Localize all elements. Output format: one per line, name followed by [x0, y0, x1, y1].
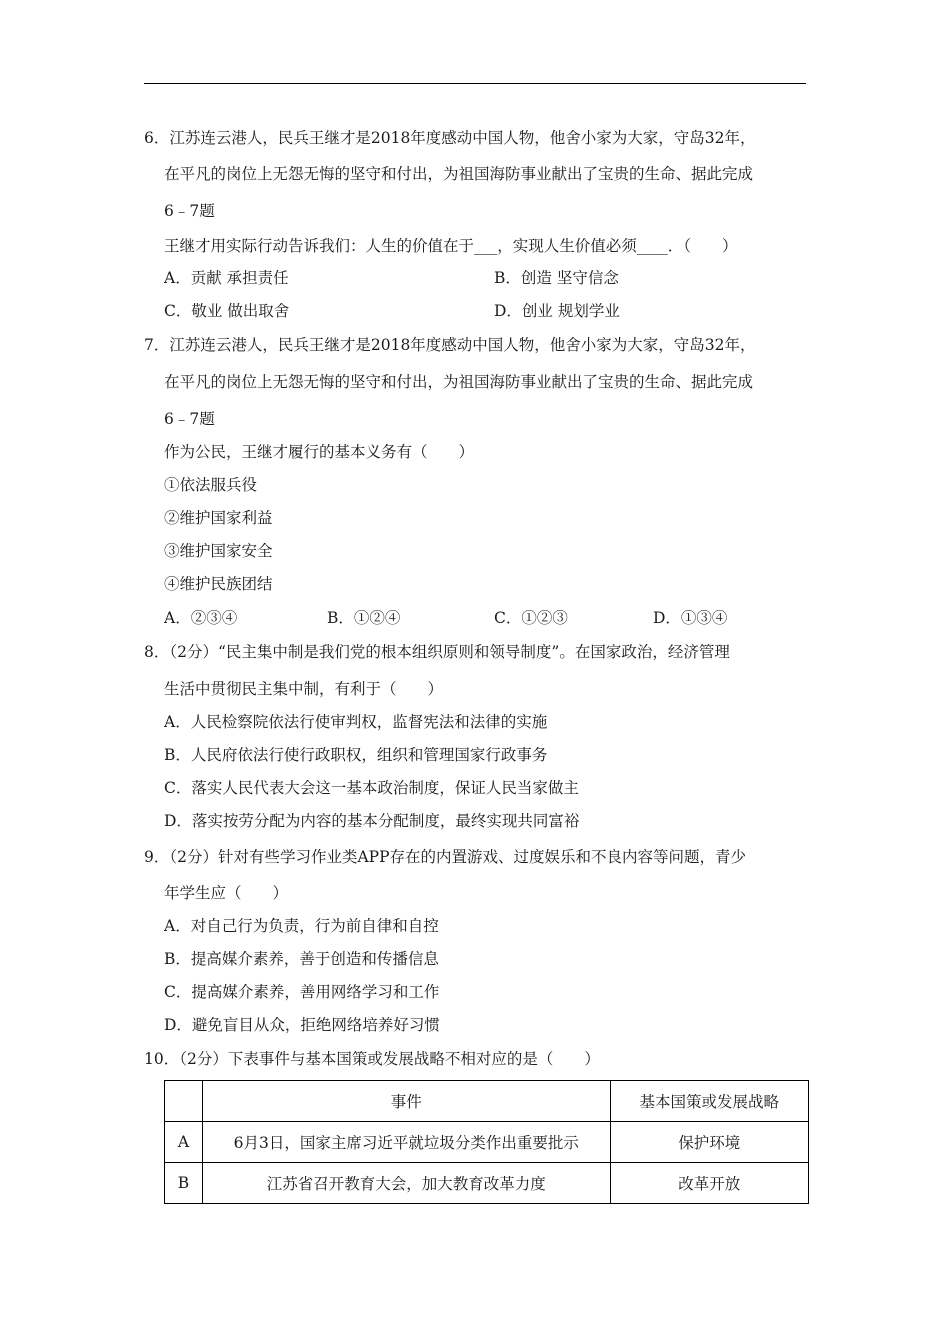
events-table: [164, 1080, 809, 1204]
q7-option-a[interactable]: A．②③④: [164, 609, 238, 627]
q9-option-c[interactable]: C．提高媒介素养，善用网络学习和工作: [164, 983, 440, 1001]
header-rule: [144, 83, 806, 84]
q6-option-a[interactable]: A．贡献 承担责任: [164, 269, 289, 287]
q8-stem-line-1: 8．（2分）“民主集中制是我们党的根本组织原则和领导制度”。在国家政治，经济管理: [144, 643, 730, 661]
q9-option-b[interactable]: B．提高媒介素养，善于创造和传播信息: [164, 950, 439, 968]
q8-stem-line-2: 生活中贯彻民主集中制，有利于（ ）: [164, 680, 444, 698]
q7-item-2: ②维护国家利益: [164, 509, 273, 527]
table-cell-key: A: [165, 1122, 203, 1163]
table-header-key: [165, 1081, 203, 1122]
q8-option-b[interactable]: B．人民府依法行使行政职权，组织和管理国家行政事务: [164, 746, 548, 764]
table-cell-strategy: 改革开放: [610, 1163, 808, 1204]
q6-option-c[interactable]: C．敬业 做出取舍: [164, 302, 290, 320]
q6-question: 王继才用实际行动告诉我们：人生的价值在于___，实现人生价值必须____．（ ）: [164, 237, 738, 255]
q7-item-1: ①依法服兵役: [164, 476, 258, 494]
q6-stem-line-3: 6﹣7题: [164, 202, 215, 220]
table-row: [165, 1163, 809, 1204]
q7-stem-line-2: 在平凡的岗位上无怨无悔的坚守和付出，为祖国海防事业献出了宝贵的生命、据此完成: [164, 373, 754, 391]
q7-item-3: ③维护国家安全: [164, 542, 273, 560]
q8-option-c[interactable]: C．落实人民代表大会这一基本政治制度，保证人民当家做主: [164, 779, 579, 797]
q6-option-b[interactable]: B．创造 坚守信念: [494, 269, 619, 287]
table-cell-strategy: 保护环境: [610, 1122, 808, 1163]
q9-stem-line-2: 年学生应（ ）: [164, 884, 289, 902]
q7-option-b[interactable]: B．①②④: [327, 609, 401, 627]
q6-option-d[interactable]: D．创业 规划学业: [494, 302, 620, 320]
table-cell-event: 6月3日，国家主席习近平就垃圾分类作出重要批示: [202, 1122, 610, 1163]
table-header-strategy: 基本国策或发展战略: [610, 1081, 808, 1122]
q7-stem-line-1: 7．江苏连云港人，民兵王继才是2018年度感动中国人物，他舍小家为大家，守岛32年，: [144, 336, 756, 354]
q7-option-d[interactable]: D．①③④: [653, 609, 728, 627]
table-header-event: 事件: [202, 1081, 610, 1122]
table-header-row: [165, 1081, 809, 1122]
q8-option-a[interactable]: A．人民检察院依法行使审判权，监督宪法和法律的实施: [164, 713, 548, 731]
q7-question: 作为公民，王继才履行的基本义务有（ ）: [164, 443, 475, 461]
q6-stem-line-2: 在平凡的岗位上无怨无悔的坚守和付出，为祖国海防事业献出了宝贵的生命、据此完成: [164, 165, 754, 183]
q10-stem: 10．（2分）下表事件与基本国策或发展战略不相对应的是（ ）: [144, 1050, 600, 1068]
q7-stem-line-3: 6﹣7题: [164, 410, 215, 428]
q7-item-4: ④维护民族团结: [164, 575, 273, 593]
table-row: [165, 1122, 809, 1163]
q8-option-d[interactable]: D．落实按劳分配为内容的基本分配制度，最终实现共同富裕: [164, 812, 580, 830]
q9-stem-line-1: 9．（2分）针对有些学习作业类APP存在的内置游戏、过度娱乐和不良内容等问题，青少: [144, 848, 747, 866]
table-cell-event: 江苏省召开教育大会，加大教育改革力度: [202, 1163, 610, 1204]
q6-stem-line-1: 6．江苏连云港人，民兵王继才是2018年度感动中国人物，他舍小家为大家，守岛32年，: [144, 129, 756, 147]
q7-option-c[interactable]: C．①②③: [494, 609, 568, 627]
q9-option-d[interactable]: D．避免盲目从众，拒绝网络培养好习惯: [164, 1016, 440, 1034]
q9-option-a[interactable]: A．对自己行为负责，行为前自律和自控: [164, 917, 439, 935]
table-cell-key: B: [165, 1163, 203, 1204]
